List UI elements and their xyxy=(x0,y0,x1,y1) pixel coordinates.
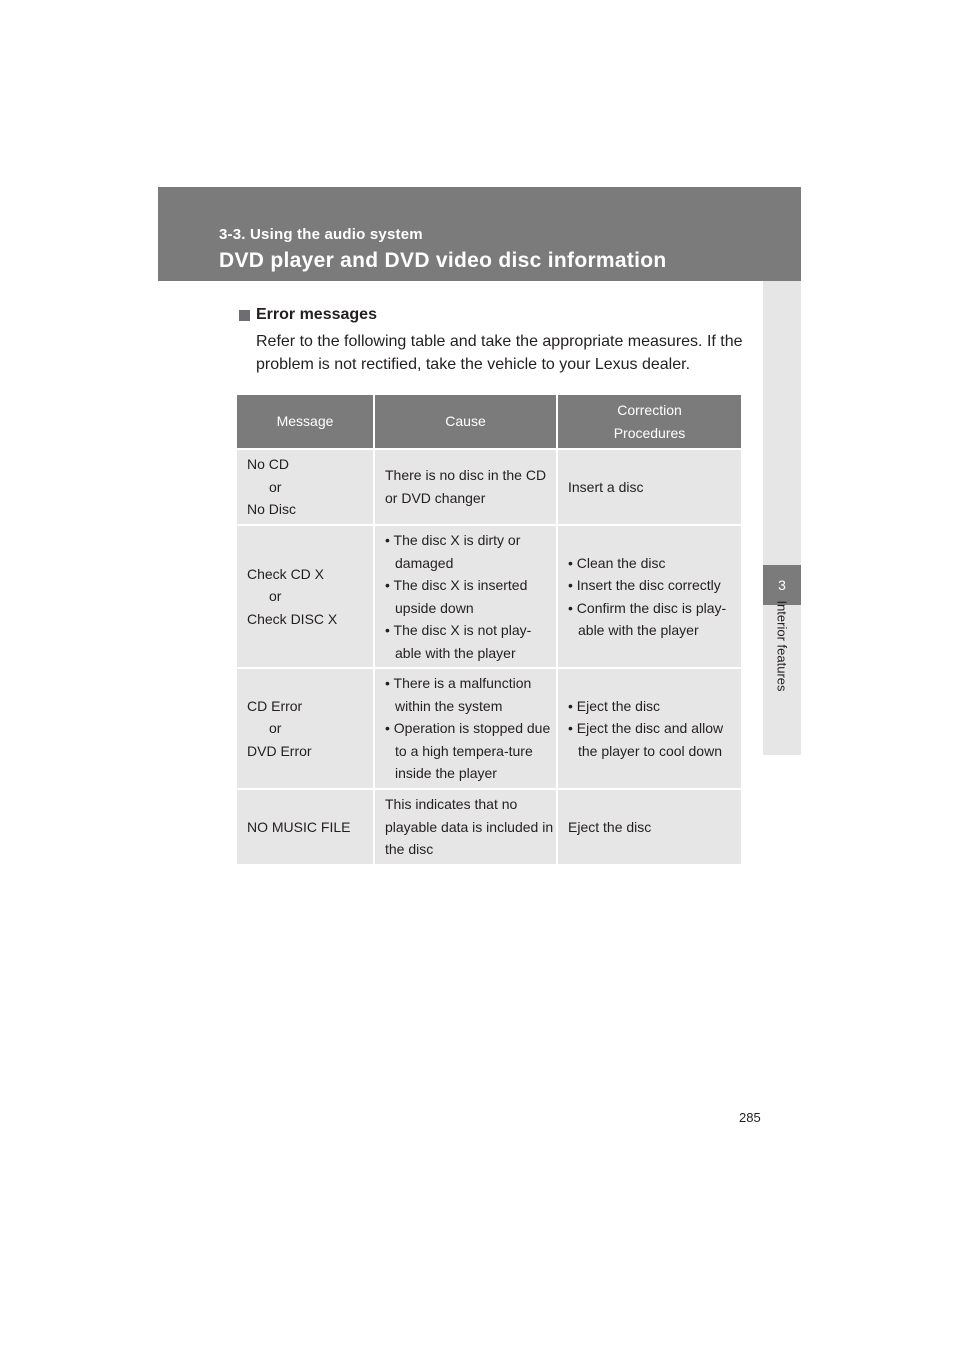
correction-item: • Eject the disc xyxy=(568,697,661,714)
page-number: 285 xyxy=(739,1110,761,1125)
correction-line: Insert a disc xyxy=(568,478,644,495)
cause-line: This indicates that no playable data is included in the disc xyxy=(385,796,554,858)
header-correction xyxy=(557,395,741,449)
message-cell xyxy=(237,449,374,525)
message-line: NO MUSIC FILE xyxy=(247,818,351,835)
square-bullet-icon xyxy=(239,310,250,321)
page-header xyxy=(158,187,801,281)
message-or: or xyxy=(269,478,282,495)
table-header-row xyxy=(237,395,741,449)
cause-item: • Operation is stopped due to a high tempera-ture inside the player xyxy=(385,720,551,782)
message-line: No CD xyxy=(247,456,290,473)
message-cell xyxy=(237,789,374,864)
error-messages-table xyxy=(237,395,741,864)
message-cell xyxy=(237,668,374,789)
message-or: or xyxy=(269,588,282,605)
table-row xyxy=(237,449,741,525)
header-message: Message xyxy=(237,395,374,449)
table-row xyxy=(237,789,741,864)
heading-text: Error messages xyxy=(256,306,377,323)
message-line: DVD Error xyxy=(247,742,312,759)
correction-item: • Eject the disc and allow the player to cool down xyxy=(568,720,724,759)
correction-item: • Confirm the disc is play-able with the player xyxy=(568,599,727,638)
cause-item: • The disc X is dirty or damaged xyxy=(385,532,521,571)
message-line: Check CD X xyxy=(247,565,325,582)
page-title: DVD player and DVD video disc information xyxy=(219,249,667,272)
section-label: 3-3. Using the audio system xyxy=(219,226,423,243)
cause-cell xyxy=(374,525,557,668)
intro-paragraph: Refer to the following table and take the appropriate measures. If the problem is not rectified, take the vehicle to your Lexus dealer. xyxy=(256,333,743,373)
header-correction-line1: Correction xyxy=(617,401,682,418)
cause-line: or DVD changer xyxy=(385,489,486,506)
cause-item: • There is a malfunction within the system xyxy=(385,675,532,714)
cause-cell xyxy=(374,789,557,864)
cause-cell xyxy=(374,668,557,789)
message-cell xyxy=(237,525,374,668)
table-row xyxy=(237,525,741,668)
message-or: or xyxy=(269,720,282,737)
message-line: CD Error xyxy=(247,697,303,714)
correction-item: • Insert the disc correctly xyxy=(568,577,721,593)
chapter-number: 3 xyxy=(763,565,801,605)
table-row xyxy=(237,668,741,789)
header-correction-line2: Procedures xyxy=(613,424,686,441)
cause-item: • The disc X is inserted upside down xyxy=(385,577,528,616)
chapter-label: Interior features xyxy=(774,600,790,692)
correction-cell xyxy=(557,789,741,864)
correction-line: Eject the disc xyxy=(568,818,652,835)
header-cause: Cause xyxy=(374,395,557,449)
message-line: Check DISC X xyxy=(247,610,338,627)
correction-item: • Clean the disc xyxy=(568,554,666,571)
message-line: No Disc xyxy=(247,501,297,518)
correction-cell xyxy=(557,668,741,789)
cause-item: • The disc X is not play-able with the player xyxy=(385,622,532,661)
cause-line: There is no disc in the CD xyxy=(385,467,547,483)
cause-cell xyxy=(374,449,557,525)
correction-cell xyxy=(557,449,741,525)
correction-cell xyxy=(557,525,741,668)
error-messages-heading xyxy=(239,306,377,324)
